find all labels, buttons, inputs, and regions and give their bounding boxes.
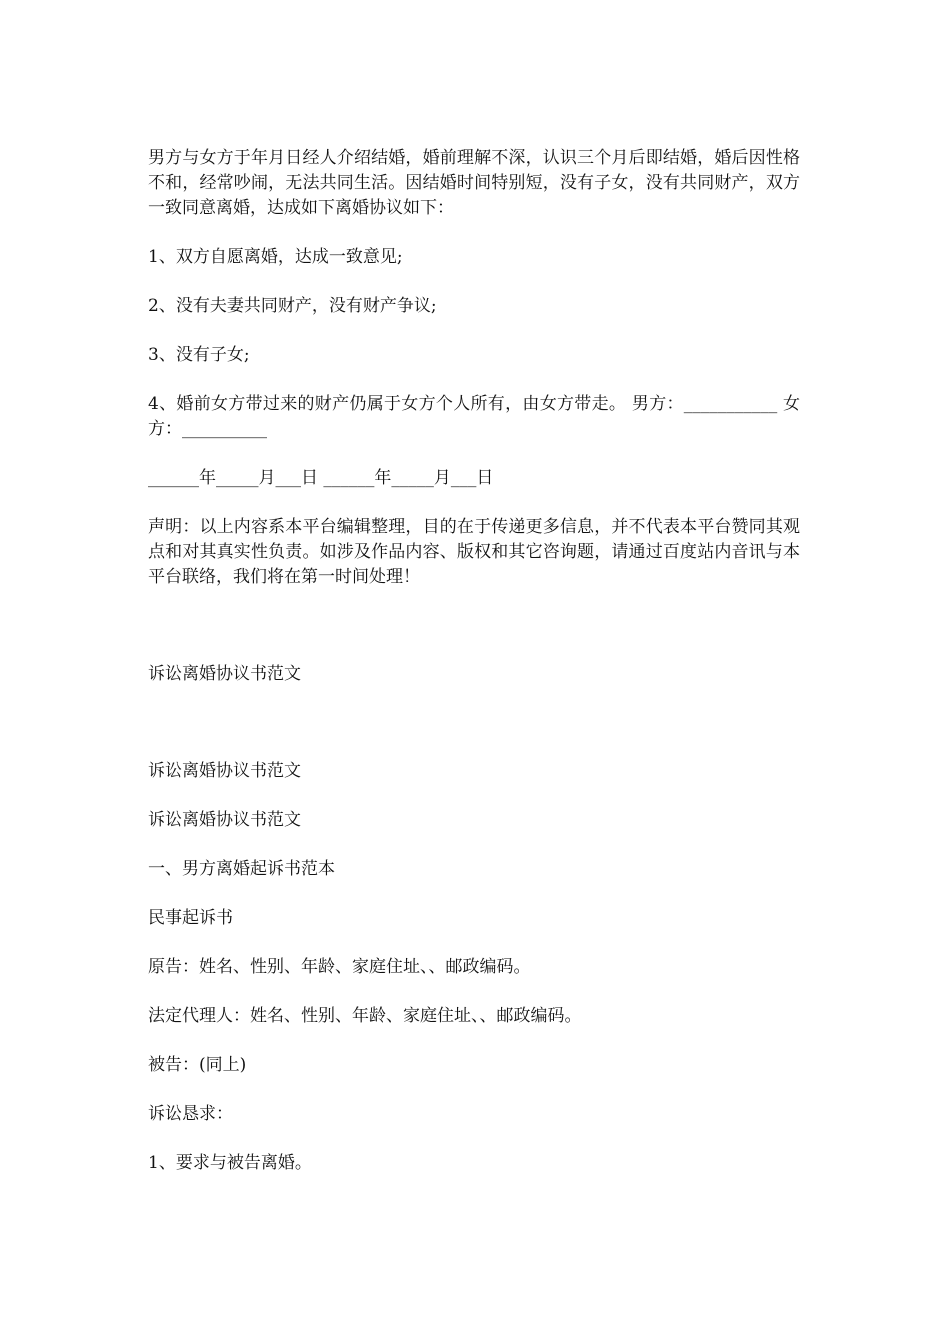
agreement-item-3: 3、没有子女; bbox=[148, 345, 250, 365]
agent-line: 法定代理人：姓名、性别、年龄、家庭住址、、邮政编码。 bbox=[148, 1006, 582, 1026]
intro-paragraph: 男方与女方于年月日经人介绍结婚，婚前理解不深，认识三个月后即结婚，婚后因性格不和，经常吵闹，无法共同生活。因结婚时间特别短，没有子女，没有共同财产，双方一致同意离婚，达成如下离婚协议如下： bbox=[148, 148, 800, 218]
agreement-item-4: 4、婚前女方带过来的财产仍属于女方个人所有，由女方带走。 男方：___________ 女方：__________ bbox=[148, 394, 800, 439]
signature-date-line: ______年_____月___日 ______年_____月___日 bbox=[148, 468, 494, 488]
agreement-item-2: 2、没有夫妻共同财产，没有财产争议; bbox=[148, 296, 437, 316]
claims-heading: 诉讼恳求： bbox=[148, 1104, 233, 1124]
plaintiff-line: 原告：姓名、性别、年龄、家庭住址、、邮政编码。 bbox=[148, 957, 531, 977]
document-title-2: 诉讼离婚协议书范文 bbox=[148, 761, 301, 781]
claim-1: 1、要求与被告离婚。 bbox=[148, 1153, 312, 1173]
document-title-1: 诉讼离婚协议书范文 bbox=[148, 664, 301, 684]
spacer bbox=[148, 711, 800, 759]
document-body bbox=[148, 146, 800, 1200]
agreement-item-1: 1、双方自愿离婚，达成一致意见; bbox=[148, 247, 403, 267]
section-heading: 一、男方离婚起诉书范本 bbox=[148, 859, 335, 879]
disclaimer-paragraph: 声明：以上内容系本平台编辑整理，目的在于传递更多信息，并不代表本平台赞同其观点和对其真实性负责。如涉及作品内容、版权和其它咨询题，请通过百度站内音讯与本平台联络，我们将在第一时间处理！ bbox=[148, 517, 800, 587]
defendant-line: 被告：(同上) bbox=[148, 1055, 247, 1075]
spacer bbox=[148, 614, 800, 662]
document-title-3: 诉讼离婚协议书范文 bbox=[148, 810, 301, 830]
doc-type-heading: 民事起诉书 bbox=[148, 908, 233, 928]
